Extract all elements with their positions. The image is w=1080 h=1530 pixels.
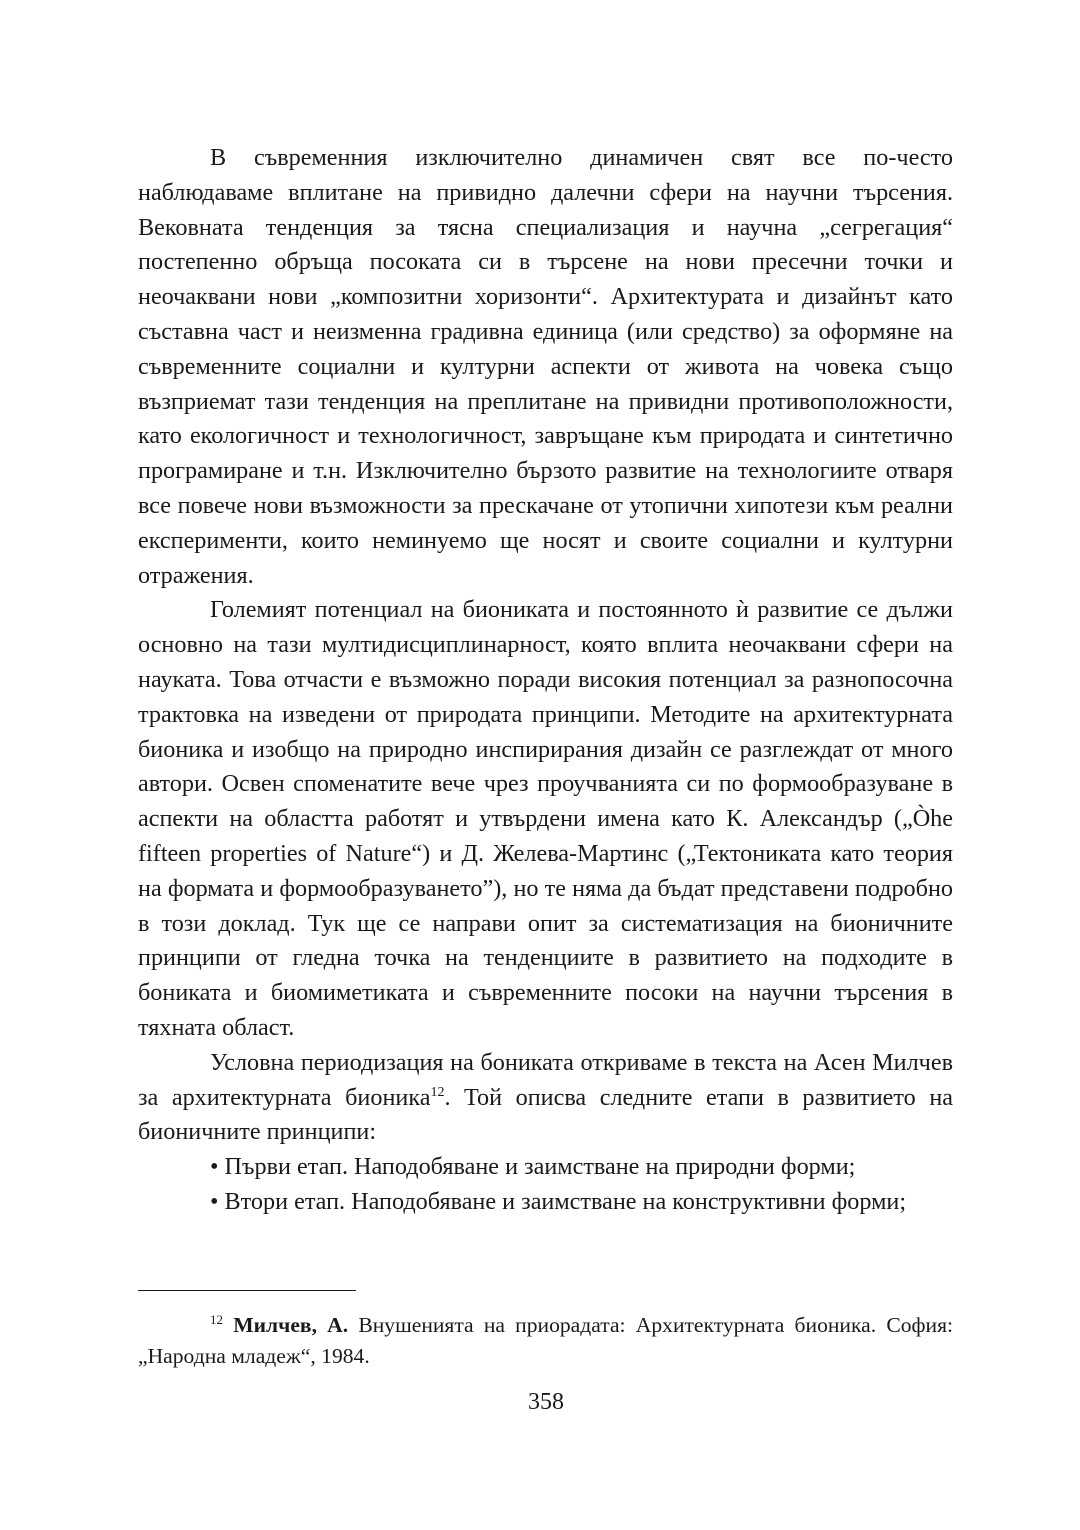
main-text xyxy=(138,141,953,1220)
paragraph-3 xyxy=(138,1046,953,1150)
footnote-number: 12 xyxy=(210,1311,223,1327)
footnote-author: Милчев, А. xyxy=(233,1313,349,1337)
paragraph-3-after: . Той описва следните етапи в развитието на бионичните принципи: xyxy=(138,1083,953,1146)
footnote-reference[interactable]: 12 xyxy=(430,1084,445,1100)
paragraph-3-before: Условна периодизация на бониката откриваме в текста на Асен Милчев за архитектурната бионика xyxy=(138,1048,953,1111)
page-number: 358 xyxy=(528,1389,564,1415)
paragraph-1: В съвременния изключително динамичен свят все по-често наблюдаваме вплитане на привидно далечни сфери на научни търсения. Вековната тенденция за тясна специализация и научна „сегрегация“ постепенно обръща посоката си в търсене на нови пресечни точки и неочаквани нови „композитни хоризонти“. Архитектурата и дизайнът като съставна част и неизменна градивна единица (или средство) за оформяне на съвременните социални и културни аспекти от живота на човека също възприемат тази тенденция на преплитане на привидни противоположности, като екологичност и технологичност, завръщане към природата и синтетично програмиране и т.н. Изключително бързото развитие на технологиите отваря все повече нови възможности за прескачане от утопични хипотези към реални експерименти, които неминуемо ще носят и своите социални и културни отражения. xyxy=(138,144,953,589)
paragraph-2: Големият потенциал на биониката и постоянното ѝ развитие се дължи основно на тази мултидисциплинарност, която вплита неочаквани сфери на науката. Това отчасти е възможно поради високия потенциал за разнопосочна трактовка на изведени от природата принципи. Методите на архитектурната бионика и изобщо на природно инспирирания дизайн се разглеждат от много автори. Освен споменатите вече чрез проучванията си по формообразуване в аспекти на областта работят и утвърдени имена като К. Александър („Òhe fifteen properties of Nature“) и Д. Желева-Мартинс („Тектониката като теория на формата и формообразуването”), но те няма да бъдат представени подробно в този доклад. Тук ще се направи опит за систематизация на бионичните принципи от гледна точка на тенденциите в развитието на подходите в бониката и биомиметиката и съвременните посоки на научни търсения в тяхната област. xyxy=(138,596,953,1041)
footnote-separator xyxy=(138,1290,356,1291)
bullet-item-1: • Първи етап. Наподобяване и заимстване на природни форми; xyxy=(210,1153,856,1181)
footnote-text: Внушенията на приорадата: Архитектурната бионика. София: „Народна младеж“, 1984. xyxy=(138,1313,953,1368)
bullet-item-2: • Втори етап. Наподобяване и заимстване на конструктивни форми; xyxy=(210,1187,907,1215)
footnote xyxy=(138,1310,953,1372)
